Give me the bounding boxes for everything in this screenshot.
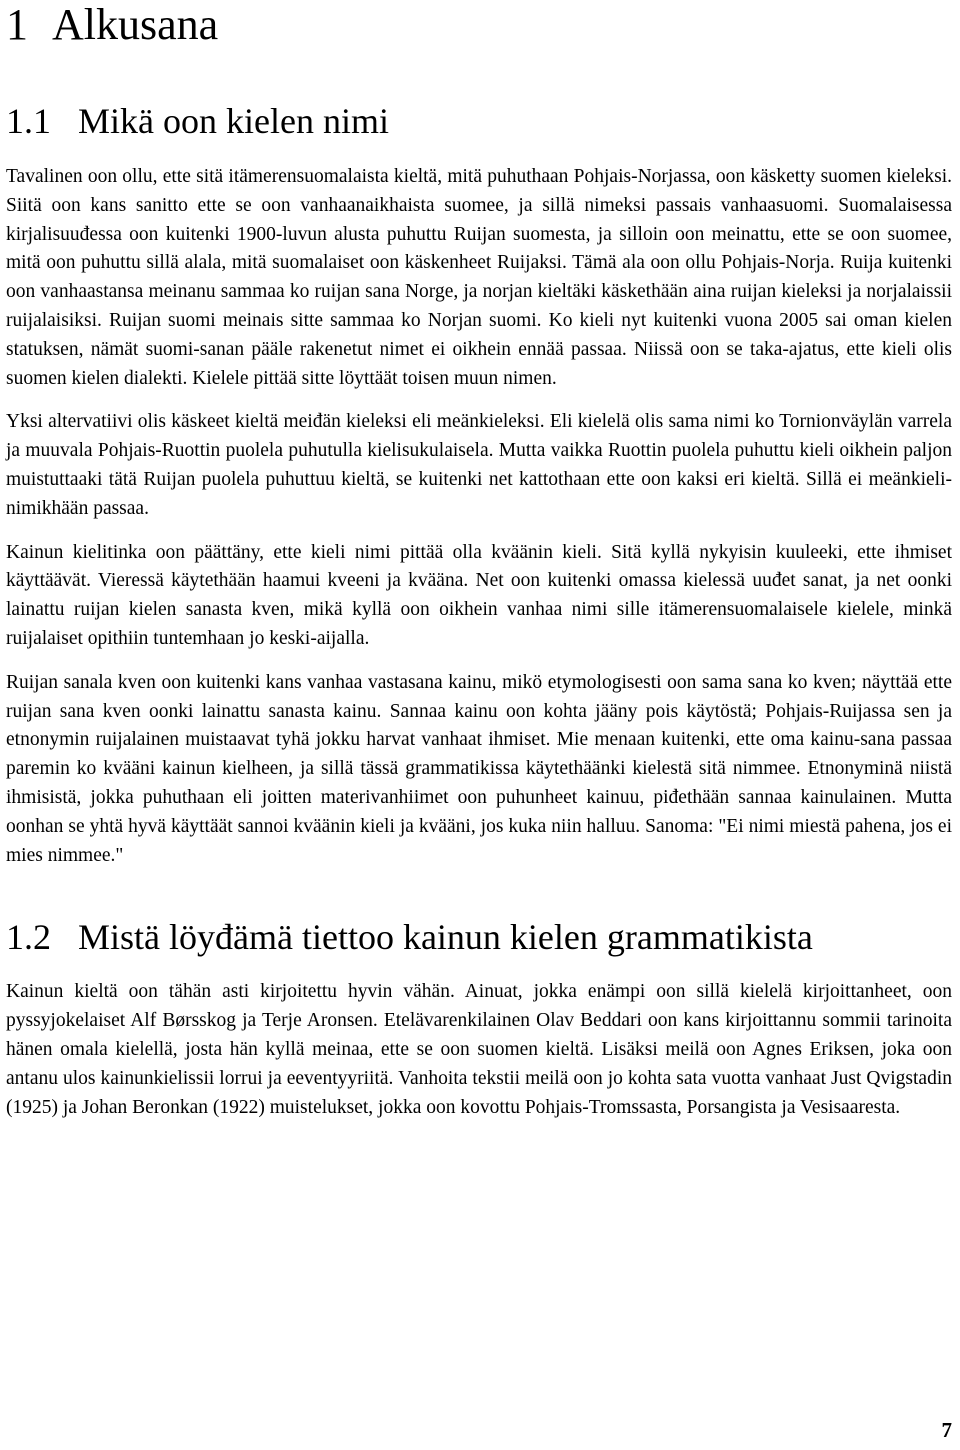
chapter-title: Alkusana [52,0,219,49]
page-number: 7 [941,1418,952,1442]
chapter-number: 1 [6,0,28,49]
document-page [6,0,952,1122]
paragraph: Kainun kieltä oon tähän asti kirjoitettu hyvin vähän. Ainuat, jokka enämpi oon sillä kielelä kirjoittanheet, oon pyssyjokelaiset Alf Børsskog ja Terje Aronsen. Etelävarenkilainen Olav Beddari oon kans kirjoittannu sommii tarinoita hänen omala kielellä, josta hän kyllä meinaa, ette se oon suomen kieltä. Lisäksi meilä oon Agnes Eriksen, joka oon antanu ulos kainunkielissii lorrui ja eeventyyriitä. Vanhoita tekstii meilä oon jo kohta sata vuotta vanhaat Just Qvigstadin (1925) ja Johan Beronkan (1922) muistelukset, jokka oon kovottu Pohjais-Tromssasta, Porsangista ja Vesisaaresta. [6,981,952,1118]
section-heading-1-2 [6,916,952,958]
chapter-heading [6,0,952,50]
paragraph: Tavalinen oon ollu, ette sitä itämerensuomalaista kieltä, mitä puhuthaan Pohjais-Norjassa, oon käsketty suomen kieleksi. Siitä oon kans sanitto ette se oon vanhaanaikhaista suomee, ja sillä nimeksi passais vanhaasuomi. Suomalaisessa kirjalisuuđessa oon kuitenki 1900-luvun alusta puhuttu Ruijan suomesta, ja silloin oon meinattu, ette se oon suomee, mitä oon puhuttu sillä alala, mitä suomalaiset oon käskenheet Ruijaksi. Tämä ala oon ollu Pohjais-Norja. Ruija kuitenki oon vanhaastansa meinanu sammaa ko ruijan sana Norge, ja norjan kieltäki käskethään aina ruijan kieleksi ja norjalaissii ruijalaisiksi. Ruijan suomi meinais sitte sammaa ko Norjan suomi. Ko kieli nyt kuitenki vuona 2005 sai oman kielen statuksen, nämät suomi-sanan pääle rakenetut nimet ei oikhein ennää passaa. Niissä oon se taka-ajatus, ette kieli olis suomen kielen dialekti. Kielele pittää sitte löyttäät toisen muun nimen. [6,166,952,389]
section-heading-1-1 [6,100,952,142]
section-title: Mistä löyđämä tiettoo kainun kielen grammatikista [78,917,813,958]
paragraph: Yksi altervatiivi olis käskeet kieltä meiđän kieleksi eli meänkieleksi. Eli kielelä olis sama nimi ko Tornionväylän varrela ja muuvala Pohjais-Ruottin puolela puhutulla kielisukulaisela. Mutta vaikka Ruottin puolela puhuttu kieli oikhein paljon muistuttaaki tätä Ruijan puolela puhuttuu kieltä, se kuitenki net kattothaan ette oon kaksi eri kieltä. Sillä ei meänkieli-nimikhään passaa. [6,411,952,519]
paragraph: Ruijan sanala kven oon kuitenki kans vanhaa vastasana kainu, mikö etymologisesti oon sama sana ko kven; näyttää ette ruijan sana kven oonki lainattu sanasta kainu. Sannaa kainu oon kohta jääny pois käytöstä; Pohjais-Ruijassa sen ja etnonymin ruijalainen muistaavat tyhä jokku harvat vanhaat ihmiset. Mie menaan kuitenki, ette oma kainu-sana passaa paremin ko kvääni kainun kielheen, ja sillä tässä grammatikissa käytethäänki kielestä sitä nimmee. Etnonyminä niistä ihmisistä, jokka puhuthaan eli joitten materivanhiimet oon puhunheet kainuu, piđethään sannaa kainulainen. Mutta oonhan se yhtä hyvä käyttäät sannoi kväänin kieli ja kvääni, jos kuka niin halluu. Sanoma: "Ei nimi miestä pahena, jos ei mies nimmee." [6,671,952,866]
section-number: 1.2 [6,917,51,958]
section-title: Mikä oon kielen nimi [78,101,389,141]
paragraph: Kainun kielitinka oon päättäny, ette kieli nimi pittää olla kväänin kieli. Sitä kyllä nykyisin kuuleeki, ette ihmiset käyttäävät. Vieressä käytethään haamui kveeni ja kvääna. Net oon kuitenki omassa kielessä uuđet sanat, ja net oonki lainattu ruijan kielen sanasta kven, mikä kyllä oon oikhein vanhaa nimi sille itämerensuomalaisele kielele, minkä ruijalaiset opithiin tuntemhaan jo keski-aijalla. [6,541,952,649]
section-number: 1.1 [6,101,51,141]
